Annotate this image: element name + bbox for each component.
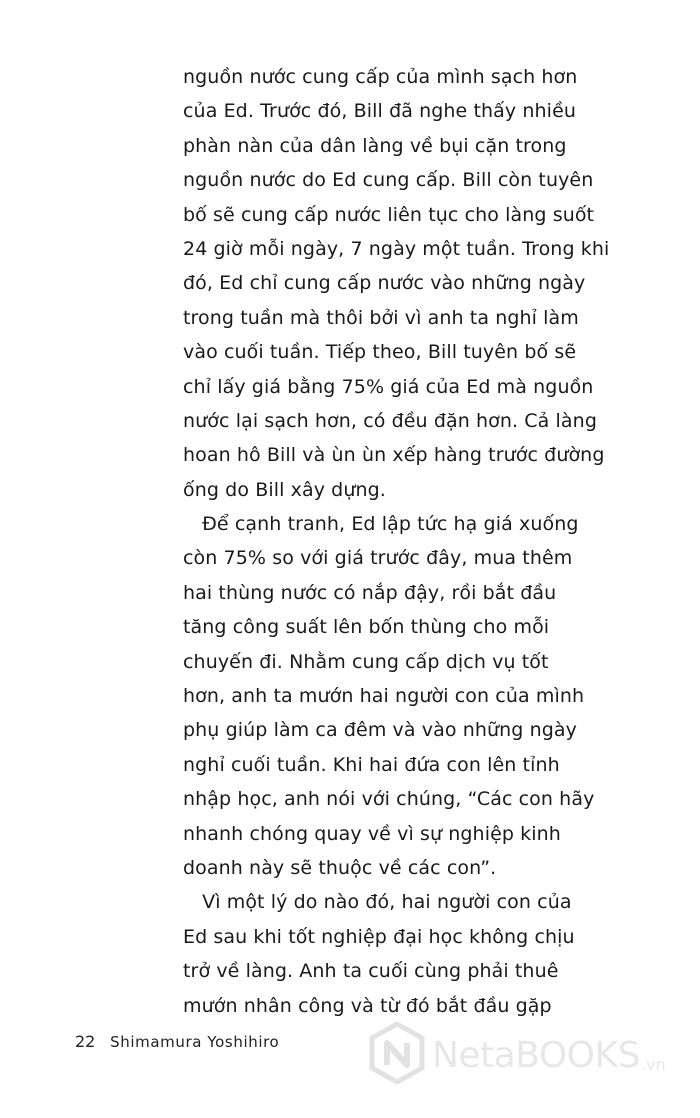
text-line: nguồn nước cung cấp của mình sạch hơn bbox=[183, 66, 578, 88]
text-line: phàn nàn của dân làng về bụi cặn trong bbox=[183, 134, 567, 157]
text-line: phụ giúp làm ca đêm và vào những ngày bbox=[183, 719, 577, 742]
text-line: nhanh chóng quay về vì sự nghiệp kinh bbox=[183, 822, 561, 845]
running-author: Shimamura Yoshihiro bbox=[110, 1033, 280, 1051]
text-line: của Ed. Trước đó, Bill đã nghe thấy nhiều bbox=[183, 100, 576, 123]
text-line: doanh này sẽ thuộc về các con”. bbox=[183, 856, 497, 879]
text-line: ống do Bill xây dựng. bbox=[183, 478, 386, 501]
text-line: nước lại sạch hơn, có đều đặn hơn. Cả làng bbox=[183, 409, 597, 432]
watermark-brand: NetaBOOKS bbox=[432, 1034, 640, 1076]
text-line: còn 75% so với giá trước đây, mua thêm bbox=[183, 547, 573, 570]
text-line: Vì một lý do nào đó, hai người con của bbox=[183, 891, 572, 914]
text-line: trong tuần mà thôi bởi vì anh ta nghỉ làm bbox=[183, 306, 579, 329]
text-line: 24 giờ mỗi ngày, 7 ngày một tuần. Trong khi bbox=[183, 237, 610, 260]
text-line: Ed sau khi tốt nghiệp đại học không chịu bbox=[183, 925, 575, 948]
text-line: mướn nhân công và từ đó bắt đầu gặp bbox=[183, 994, 552, 1017]
text-line: chuyến đi. Nhằm cung cấp dịch vụ tốt bbox=[183, 650, 549, 673]
text-line: chỉ lấy giá bằng 75% giá của Ed mà nguồn bbox=[183, 375, 594, 398]
text-line: hoan hô Bill và ùn ùn xếp hàng trước đường bbox=[183, 444, 605, 467]
text-line: nghỉ cuối tuần. Khi hai đứa con lên tỉnh bbox=[183, 753, 560, 776]
netabooks-logo-icon bbox=[368, 1021, 426, 1089]
text-line: hai thùng nước có nắp đậy, rồi bắt đầu bbox=[183, 581, 557, 604]
page-number: 22 bbox=[75, 1032, 96, 1051]
text-line: nhập học, anh nói với chúng, “Các con hãy bbox=[183, 788, 595, 811]
text-line: tăng công suất lên bốn thùng cho mỗi bbox=[183, 616, 550, 639]
text-line: Để cạnh tranh, Ed lập tức hạ giá xuống bbox=[183, 513, 579, 536]
watermark bbox=[368, 1020, 666, 1090]
body-text bbox=[183, 60, 643, 1023]
text-line: vào cuối tuần. Tiếp theo, Bill tuyên bố sẽ bbox=[183, 341, 577, 364]
text-line: nguồn nước do Ed cung cấp. Bill còn tuyên bbox=[183, 169, 594, 192]
text-line: trở về làng. Anh ta cuối cùng phải thuê bbox=[183, 960, 559, 983]
text-line: bố sẽ cung cấp nước liên tục cho làng suốt bbox=[183, 203, 595, 226]
text-line: đó, Ed chỉ cung cấp nước vào những ngày bbox=[183, 272, 586, 295]
page-footer bbox=[75, 1030, 279, 1054]
watermark-suffix: .vn bbox=[640, 1055, 666, 1074]
text-line: hơn, anh ta mướn hai người con của mình bbox=[183, 685, 585, 708]
